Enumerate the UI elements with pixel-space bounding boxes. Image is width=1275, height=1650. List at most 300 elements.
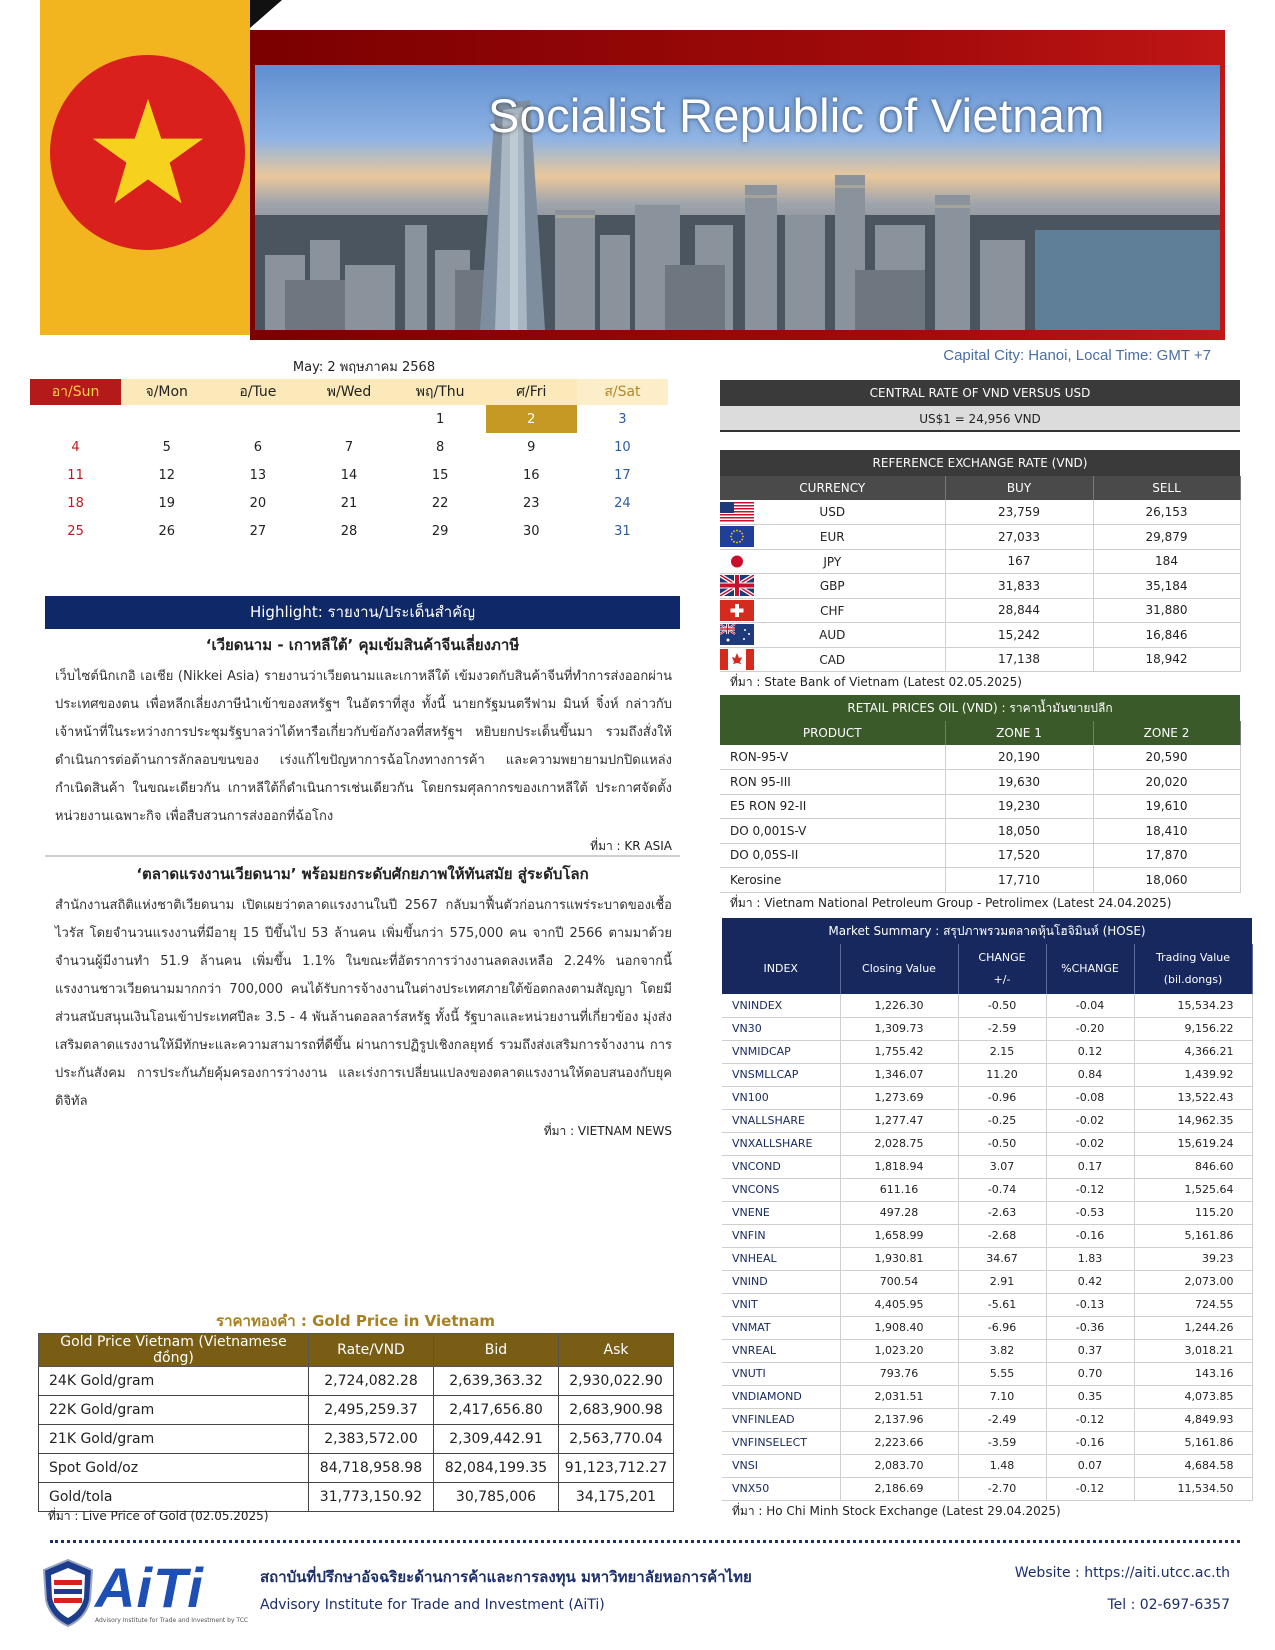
market-index-cell: VNSI xyxy=(722,1454,840,1477)
market-pct-change-cell: 0.07 xyxy=(1046,1454,1134,1477)
fx-source: ที่มา : State Bank of Vietnam (Latest 02.05.2025) xyxy=(730,675,1022,689)
market-trading-value-cell: 15,619.24 xyxy=(1134,1132,1252,1155)
market-index-cell: VNENE xyxy=(722,1201,840,1224)
market-closing-cell: 1,277.47 xyxy=(840,1109,958,1132)
oil-price-cell: 17,520 xyxy=(945,843,1093,868)
fx-box xyxy=(720,450,1240,692)
market-row xyxy=(722,1247,1252,1270)
gold-table-body xyxy=(39,1367,674,1512)
calendar-day: 22 xyxy=(431,495,449,511)
oil-product-cell: DO 0,001S-V xyxy=(720,819,945,844)
market-closing-cell: 1,309.73 xyxy=(840,1017,958,1040)
ribbon-fold xyxy=(250,0,282,28)
market-trading-value-cell: 4,684.58 xyxy=(1134,1454,1252,1477)
calendar-empty-cell xyxy=(303,405,394,433)
calendar-day: 13 xyxy=(249,467,267,483)
market-change-cell: -0.74 xyxy=(958,1178,1046,1201)
calendar-day: 18 xyxy=(67,495,84,511)
fx-row xyxy=(720,647,1240,672)
fx-row xyxy=(720,549,1240,574)
calendar-day-header-row xyxy=(30,379,668,405)
market-row xyxy=(722,1132,1252,1155)
calendar-week-row xyxy=(30,517,668,545)
market-index-cell: VNFINLEAD xyxy=(722,1408,840,1431)
market-trading-value-cell: 13,522.43 xyxy=(1134,1086,1252,1109)
market-closing-cell: 1,818.94 xyxy=(840,1155,958,1178)
website-link[interactable]: Website : https://aiti.utcc.ac.th xyxy=(1014,1565,1230,1581)
news-title: ‘เวียดนาม - เกาหลีใต้’ คุมเข้มสินค้าจีนเลี่ยงภาษี xyxy=(205,636,520,654)
market-trading-value-cell: 4,849.93 xyxy=(1134,1408,1252,1431)
calendar-day: 19 xyxy=(158,495,175,511)
logo-wordmark: AiTi xyxy=(95,1556,204,1619)
gold-value-cell: 2,383,572.00 xyxy=(309,1425,434,1454)
calendar-day: 29 xyxy=(431,523,449,539)
fx-title: REFERENCE EXCHANGE RATE (VND) xyxy=(720,450,1240,476)
market-change-cell: 7.10 xyxy=(958,1385,1046,1408)
market-trading-value-cell: 15,534.23 xyxy=(1134,994,1252,1017)
market-change-cell: 3.07 xyxy=(958,1155,1046,1178)
fx-sell-cell: 26,153 xyxy=(1093,500,1240,525)
org-name-thai: สถาบันที่ปรึกษาอัจฉริยะด้านการค้าและการลงทุน มหาวิทยาลัยหอการค้าไทย xyxy=(260,1568,752,1586)
calendar-day: 27 xyxy=(249,523,267,539)
market-pct-change-cell: -0.13 xyxy=(1046,1293,1134,1316)
telephone-number: Tel : 02-697-6357 xyxy=(1107,1597,1230,1613)
calendar-day: 14 xyxy=(340,467,358,483)
fx-buy-cell: 15,242 xyxy=(945,623,1093,648)
oil-box xyxy=(720,695,1240,913)
oil-row xyxy=(720,819,1240,844)
fx-sell-cell: 18,942 xyxy=(1093,647,1240,672)
market-pct-change-cell: 0.42 xyxy=(1046,1270,1134,1293)
gold-value-cell: 30,785,006 xyxy=(434,1483,559,1512)
day-header-mon: จ/Mon xyxy=(121,379,212,405)
fx-table-body xyxy=(720,500,1240,672)
market-pct-change-cell: 0.35 xyxy=(1046,1385,1134,1408)
fx-header-cell: SELL xyxy=(1093,476,1240,500)
market-trading-value-cell: 4,073.85 xyxy=(1134,1385,1252,1408)
fx-currency-code: EUR xyxy=(819,530,845,544)
market-trading-value-cell: 115.20 xyxy=(1134,1201,1252,1224)
org-name-english: Advisory Institute for Trade and Investment (AiTi) xyxy=(260,1597,605,1613)
market-row xyxy=(722,1270,1252,1293)
star-icon xyxy=(88,93,208,213)
market-row xyxy=(722,1293,1252,1316)
market-change-cell: -2.70 xyxy=(958,1477,1046,1500)
market-closing-cell: 2,223.66 xyxy=(840,1431,958,1454)
gold-value-cell: 2,417,656.80 xyxy=(434,1396,559,1425)
market-closing-cell: 1,908.40 xyxy=(840,1316,958,1339)
market-trading-value-cell: 2,073.00 xyxy=(1134,1270,1252,1293)
market-index-cell: VN30 xyxy=(722,1017,840,1040)
market-title: Market Summary : สรุปภาพรวมตลาดหุ้นโฮจิมินห์ (HOSE) xyxy=(722,918,1252,944)
market-trading-value-cell: 14,962.35 xyxy=(1134,1109,1252,1132)
market-change-cell: 2.91 xyxy=(958,1270,1046,1293)
calendar-empty-cell xyxy=(30,405,121,433)
calendar-grid xyxy=(30,379,668,545)
fx-buy-cell: 23,759 xyxy=(945,500,1093,525)
market-change-cell: -3.59 xyxy=(958,1431,1046,1454)
calendar-day: 7 xyxy=(344,439,354,455)
gold-value-cell: 2,683,900.98 xyxy=(559,1396,674,1425)
market-closing-cell: 497.28 xyxy=(840,1201,958,1224)
market-row xyxy=(722,1477,1252,1500)
fx-currency-code: GBP xyxy=(819,579,845,593)
market-trading-value-cell: 39.23 xyxy=(1134,1247,1252,1270)
fx-table xyxy=(720,476,1241,672)
calendar-body xyxy=(30,405,668,545)
market-table xyxy=(722,944,1253,1501)
gold-value-cell: 2,639,363.32 xyxy=(434,1367,559,1396)
fx-currency-cell xyxy=(720,647,945,672)
market-change-cell: -0.50 xyxy=(958,1132,1046,1155)
market-index-cell: VNMIDCAP xyxy=(722,1040,840,1063)
oil-price-cell: 20,590 xyxy=(1093,745,1240,770)
market-pct-change-cell: -0.02 xyxy=(1046,1109,1134,1132)
fx-header-row xyxy=(720,476,1240,500)
calendar-day: 12 xyxy=(158,467,175,483)
market-row xyxy=(722,1339,1252,1362)
news-item xyxy=(45,633,680,856)
calendar-day: 20 xyxy=(249,495,267,511)
market-closing-cell: 2,083.70 xyxy=(840,1454,958,1477)
market-closing-cell: 700.54 xyxy=(840,1270,958,1293)
market-trading-value-cell: 1,439.92 xyxy=(1134,1063,1252,1086)
calendar-day: 30 xyxy=(523,523,540,539)
market-index-cell: VNX50 xyxy=(722,1477,840,1500)
market-trading-value-cell: 724.55 xyxy=(1134,1293,1252,1316)
market-row xyxy=(722,1408,1252,1431)
fx-row xyxy=(720,500,1240,525)
news-title: ‘ตลาดแรงงานเวียดนาม’ พร้อมยกระดับศักยภาพให้ทันสมัย สู่ระดับโลก xyxy=(136,865,589,883)
market-change-cell: 5.55 xyxy=(958,1362,1046,1385)
market-pct-change-cell: -0.12 xyxy=(1046,1477,1134,1500)
market-trading-value-cell: 5,161.86 xyxy=(1134,1431,1252,1454)
market-header-row xyxy=(722,944,1252,994)
calendar-day: 15 xyxy=(431,467,449,483)
oil-source: ที่มา : Vietnam National Petroleum Group - Petrolimex (Latest 24.04.2025) xyxy=(730,895,1172,910)
market-index-cell: VNCONS xyxy=(722,1178,840,1201)
market-index-cell: VNUTI xyxy=(722,1362,840,1385)
market-index-cell: VN100 xyxy=(722,1086,840,1109)
calendar-day: 31 xyxy=(614,523,631,539)
oil-price-cell: 20,020 xyxy=(1093,770,1240,795)
central-rate-value: US$1 = 24,956 VND xyxy=(720,406,1240,432)
oil-price-cell: 17,870 xyxy=(1093,843,1240,868)
fx-row xyxy=(720,525,1240,550)
calendar-day: 26 xyxy=(158,523,175,539)
oil-row xyxy=(720,745,1240,770)
market-pct-change-cell: -0.12 xyxy=(1046,1178,1134,1201)
day-header-wed: พ/Wed xyxy=(303,379,394,405)
oil-product-cell: DO 0,05S-II xyxy=(720,843,945,868)
oil-title: RETAIL PRICES OIL (VND) : ราคาน้ำมันขายปลีก xyxy=(720,695,1240,721)
market-change-cell: -0.96 xyxy=(958,1086,1046,1109)
market-trading-value-cell: 1,525.64 xyxy=(1134,1178,1252,1201)
gold-row xyxy=(39,1396,674,1425)
market-trading-value-cell: 846.60 xyxy=(1134,1155,1252,1178)
market-change-cell: -0.25 xyxy=(958,1109,1046,1132)
oil-header-cell: PRODUCT xyxy=(720,721,945,745)
oil-price-cell: 19,630 xyxy=(945,770,1093,795)
market-pct-change-cell: 0.12 xyxy=(1046,1040,1134,1063)
calendar-day: 11 xyxy=(67,467,84,483)
central-rate-title: CENTRAL RATE OF VND VERSUS USD xyxy=(720,380,1240,406)
market-box xyxy=(722,918,1252,1521)
oil-header-cell: ZONE 1 xyxy=(945,721,1093,745)
fx-header-cell: CURRENCY xyxy=(720,476,945,500)
market-pct-change-cell: -0.16 xyxy=(1046,1431,1134,1454)
fx-header-cell: BUY xyxy=(945,476,1093,500)
market-row xyxy=(722,1201,1252,1224)
calendar-empty-cell xyxy=(212,405,303,433)
oil-product-cell: RON-95-V xyxy=(720,745,945,770)
news-body: สำนักงานสถิติแห่งชาติเวียดนาม เปิดเผยว่าตลาดแรงงานในปี 2567 กลับมาฟื้นตัวก่อนการแพร่ระบาดของเชื้อไวรัส โดยจำนวนแรงงานที่มีอายุ 15 ปีขึ้นไป 53 ล้านคน เพิ่มขึ้นกว่า 575,000 คน จากปี 2566 ตามมาด้วยจำนวนผู้มีงานทำ 51.9 ล้านคน เพิ่มขึ้น 1.1% ในขณะที่อัตราการว่างงานลดลงเหลือ 2.24% นอกจากนี้ แรงงานชาวเวียดนามมากกว่า 700,000 คนได้รับการจ้างงานในต่างประเทศภายใต้ข้อตกลงตามสัญญา โดยมีส่วนสนับสนุนเงินโอนเข้าประเทศปีละ 3.5 - 4 พันล้านดอลลาร์สหรัฐ ทั้งนี้ รัฐบาลและหน่วยงานที่เกี่ยวข้อง มุ่งส่งเสริมตลาดแรงงานให้มีทักษะและความสามารถที่ดีขึ้น ผ่านการปฏิรูปเชิงกลยุทธ์ รวมถึงส่งเสริมการจ้างงาน การประกันสังคม การประกันภัยคุ้มครองการว่างงาน และเร่งการเปลี่ยนแปลงของตลาดแรงงานให้ตอบสนองกับยุคดิจิทัล xyxy=(55,898,672,1109)
fx-sell-cell: 16,846 xyxy=(1093,623,1240,648)
market-change-cell: 1.48 xyxy=(958,1454,1046,1477)
calendar-day: 9 xyxy=(527,439,536,455)
market-pct-change-cell: 0.17 xyxy=(1046,1155,1134,1178)
header-banner xyxy=(0,0,1275,364)
market-row xyxy=(722,1224,1252,1247)
market-header-cell xyxy=(1134,944,1252,994)
day-header-fri: ศ/Fri xyxy=(486,379,577,405)
market-row xyxy=(722,1109,1252,1132)
oil-row xyxy=(720,843,1240,868)
fx-sell-cell: 31,880 xyxy=(1093,598,1240,623)
market-header-cell xyxy=(840,944,958,994)
calendar-day: 4 xyxy=(71,439,80,455)
market-pct-change-cell: -0.20 xyxy=(1046,1017,1134,1040)
oil-header-row xyxy=(720,721,1240,745)
gold-header-cell: Bid xyxy=(434,1334,559,1367)
fx-sell-cell: 35,184 xyxy=(1093,574,1240,599)
market-pct-change-cell: 0.37 xyxy=(1046,1339,1134,1362)
calendar-week-row xyxy=(30,405,668,433)
market-index-cell: VNHEAL xyxy=(722,1247,840,1270)
fx-currency-cell xyxy=(720,623,945,648)
gold-label-cell: Gold/tola xyxy=(39,1483,309,1512)
calendar-day: 24 xyxy=(614,495,631,511)
market-index-cell: VNSMLLCAP xyxy=(722,1063,840,1086)
market-index-cell: VNINDEX xyxy=(722,994,840,1017)
gold-label-cell: 24K Gold/gram xyxy=(39,1367,309,1396)
market-closing-cell: 2,031.51 xyxy=(840,1385,958,1408)
oil-header-cell: ZONE 2 xyxy=(1093,721,1240,745)
day-header-sat: ส/Sat xyxy=(577,379,668,405)
market-change-cell: -0.50 xyxy=(958,994,1046,1017)
fx-row xyxy=(720,623,1240,648)
oil-row xyxy=(720,770,1240,795)
market-change-cell: -2.59 xyxy=(958,1017,1046,1040)
calendar-day: 25 xyxy=(67,523,84,539)
fx-row xyxy=(720,574,1240,599)
fx-currency-code: USD xyxy=(819,505,846,519)
market-header-line: INDEX xyxy=(763,962,798,975)
gold-row xyxy=(39,1454,674,1483)
market-closing-cell: 1,273.69 xyxy=(840,1086,958,1109)
market-header-line: CHANGE xyxy=(978,951,1026,964)
market-header-cell xyxy=(722,944,840,994)
fx-currency-cell xyxy=(720,549,945,574)
market-closing-cell: 1,930.81 xyxy=(840,1247,958,1270)
market-change-cell: 3.82 xyxy=(958,1339,1046,1362)
vietnam-flag-icon xyxy=(50,55,245,250)
calendar-day: 5 xyxy=(162,439,171,455)
market-row xyxy=(722,1316,1252,1339)
market-change-cell: -2.63 xyxy=(958,1201,1046,1224)
gold-value-cell: 2,309,442.91 xyxy=(434,1425,559,1454)
fx-row xyxy=(720,598,1240,623)
market-header-cell xyxy=(1046,944,1134,994)
gold-header-cell: Rate/VND xyxy=(309,1334,434,1367)
market-closing-cell: 1,226.30 xyxy=(840,994,958,1017)
oil-price-cell: 18,060 xyxy=(1093,868,1240,893)
day-header-sun: อา/Sun xyxy=(30,379,121,405)
market-closing-cell: 611.16 xyxy=(840,1178,958,1201)
oil-table-body xyxy=(720,745,1240,892)
market-row xyxy=(722,994,1252,1017)
gold-label-cell: 21K Gold/gram xyxy=(39,1425,309,1454)
market-change-cell: -2.68 xyxy=(958,1224,1046,1247)
fx-buy-cell: 31,833 xyxy=(945,574,1093,599)
fx-currency-code: CHF xyxy=(820,603,845,618)
market-pct-change-cell: 1.83 xyxy=(1046,1247,1134,1270)
market-trading-value-cell: 3,018.21 xyxy=(1134,1339,1252,1362)
calendar-day: 10 xyxy=(614,439,631,455)
market-change-cell: 34.67 xyxy=(958,1247,1046,1270)
market-change-cell: -2.49 xyxy=(958,1408,1046,1431)
market-closing-cell: 1,755.42 xyxy=(840,1040,958,1063)
market-row xyxy=(722,1431,1252,1454)
calendar-day: 17 xyxy=(614,467,631,483)
market-trading-value-cell: 9,156.22 xyxy=(1134,1017,1252,1040)
market-table-body xyxy=(722,994,1252,1500)
oil-price-cell: 18,050 xyxy=(945,819,1093,844)
market-index-cell: VNFIN xyxy=(722,1224,840,1247)
calendar-day: 8 xyxy=(435,439,445,455)
market-trading-value-cell: 4,366.21 xyxy=(1134,1040,1252,1063)
market-header-line: Closing Value xyxy=(862,962,936,975)
fx-buy-cell: 17,138 xyxy=(945,647,1093,672)
gold-header-row xyxy=(39,1334,674,1367)
fx-sell-cell: 29,879 xyxy=(1093,525,1240,550)
market-pct-change-cell: -0.53 xyxy=(1046,1201,1134,1224)
market-change-cell: 11.20 xyxy=(958,1063,1046,1086)
calendar-day: 1 xyxy=(435,411,445,427)
oil-product-cell: E5 RON 92-II xyxy=(720,794,945,819)
fx-currency-cell xyxy=(720,598,945,623)
day-header-thu: พฤ/Thu xyxy=(395,379,486,405)
market-pct-change-cell: -0.12 xyxy=(1046,1408,1134,1431)
gold-value-cell: 34,175,201 xyxy=(559,1483,674,1512)
fx-buy-cell: 167 xyxy=(945,549,1093,574)
market-header-line: %CHANGE xyxy=(1061,962,1119,975)
oil-price-cell: 18,410 xyxy=(1093,819,1240,844)
oil-price-cell: 19,230 xyxy=(945,794,1093,819)
page-title: Socialist Republic of Vietnam xyxy=(488,89,1105,142)
news-divider xyxy=(45,855,680,857)
oil-price-cell: 20,190 xyxy=(945,745,1093,770)
market-index-cell: VNCOND xyxy=(722,1155,840,1178)
calendar-week-row xyxy=(30,433,668,461)
market-row xyxy=(722,1040,1252,1063)
market-row xyxy=(722,1155,1252,1178)
market-row xyxy=(722,1385,1252,1408)
oil-price-cell: 17,710 xyxy=(945,868,1093,893)
footer-divider xyxy=(50,1540,1240,1543)
market-row xyxy=(722,1063,1252,1086)
gold-source: ที่มา : Live Price of Gold (02.05.2025) xyxy=(48,1509,269,1523)
fx-currency-cell xyxy=(720,500,945,525)
news-source: ที่มา : KR ASIA xyxy=(590,839,672,853)
market-index-cell: VNIT xyxy=(722,1293,840,1316)
market-header-line: +/- xyxy=(993,973,1011,986)
gold-label-cell: 22K Gold/gram xyxy=(39,1396,309,1425)
market-change-cell: -6.96 xyxy=(958,1316,1046,1339)
oil-product-cell: Kerosine xyxy=(720,868,945,893)
market-trading-value-cell: 143.16 xyxy=(1134,1362,1252,1385)
highlight-bar: Highlight: รายงาน/ประเด็นสำคัญ xyxy=(45,596,680,629)
market-trading-value-cell: 1,244.26 xyxy=(1134,1316,1252,1339)
market-row xyxy=(722,1086,1252,1109)
fx-currency-cell xyxy=(720,574,945,599)
calendar-day: 21 xyxy=(340,495,358,511)
market-row xyxy=(722,1178,1252,1201)
fx-currency-code: JPY xyxy=(823,554,842,569)
fx-currency-code: CAD xyxy=(819,652,846,667)
news-item xyxy=(45,862,680,1141)
calendar-day: 3 xyxy=(618,411,627,427)
gold-value-cell: 2,495,259.37 xyxy=(309,1396,434,1425)
market-closing-cell: 2,028.75 xyxy=(840,1132,958,1155)
market-pct-change-cell: -0.02 xyxy=(1046,1132,1134,1155)
day-header-tue: อ/Tue xyxy=(212,379,303,405)
market-pct-change-cell: -0.08 xyxy=(1046,1086,1134,1109)
market-header-line: Trading Value xyxy=(1155,951,1231,964)
gold-value-cell: 91,123,712.27 xyxy=(559,1454,674,1483)
gold-header-cell: Ask xyxy=(559,1334,674,1367)
capital-info: Capital City: Hanoi, Local Time: GMT +7 xyxy=(943,347,1211,364)
oil-table xyxy=(720,721,1241,893)
market-closing-cell: 1,658.99 xyxy=(840,1224,958,1247)
gold-row xyxy=(39,1367,674,1396)
oil-price-cell: 19,610 xyxy=(1093,794,1240,819)
gold-value-cell: 31,773,150.92 xyxy=(309,1483,434,1512)
central-rate-box xyxy=(720,380,1240,432)
fx-sell-cell: 184 xyxy=(1093,549,1240,574)
market-pct-change-cell: 0.70 xyxy=(1046,1362,1134,1385)
calendar-day: 23 xyxy=(523,495,540,511)
fx-currency-code: AUD xyxy=(819,628,846,642)
market-index-cell: VNREAL xyxy=(722,1339,840,1362)
calendar-day: 28 xyxy=(340,523,358,539)
market-closing-cell: 1,023.20 xyxy=(840,1339,958,1362)
market-pct-change-cell: -0.36 xyxy=(1046,1316,1134,1339)
calendar-day: 2 xyxy=(486,405,577,433)
market-index-cell: VNMAT xyxy=(722,1316,840,1339)
gold-row xyxy=(39,1425,674,1454)
gold-value-cell: 2,930,022.90 xyxy=(559,1367,674,1396)
gold-label-cell: Spot Gold/oz xyxy=(39,1454,309,1483)
gold-header-cell: Gold Price Vietnam (Vietnamese đồng) xyxy=(39,1334,309,1367)
calendar-day: 6 xyxy=(253,439,262,455)
news-body: เว็บไซต์นิกเกอิ เอเชีย (Nikkei Asia) รายงานว่าเวียดนามและเกาหลีใต้ เข้มงวดกับสินค้าจีนที่ทำการส่งออกผ่านประเทศของตน เพื่อหลีกเลี่ยงภาษีนำเข้าของสหรัฐฯ ในอัตราที่สูง ทั้งนี้ นายกรัฐมนตรีฟาม มินห์ จิ๋งห์ กล่าวกับเจ้าหน้าที่ในระหว่างการประชุมรัฐบาลว่าได้หารือเกี่ยวกับข้อกังวลที่สหรัฐฯ หยิบยกประเด็นขึ้นมา รวมถึงสั่งให้ดำเนินการต่อต้านการลักลอบขนของ เร่งแก้ไขปัญหาการฉ้อโกงทางการค้า และความพยายามปกปิดแหล่งกำเนิดสินค้า ในขณะเดียวกัน เกาหลีใต้ก็ดำเนินการเช่นเดียวกัน โดยกรมศุลกากรของเกาหลีใต้ ประกาศจัดตั้งหน่วยงานเฉพาะกิจ เพื่อสืบสวนการส่งออกที่ฉ้อโกง xyxy=(55,669,672,824)
market-closing-cell: 2,186.69 xyxy=(840,1477,958,1500)
oil-row xyxy=(720,794,1240,819)
gold-value-cell: 82,084,199.35 xyxy=(434,1454,559,1483)
market-index-cell: VNFINSELECT xyxy=(722,1431,840,1454)
calendar-month-label: May: 2 พฤษภาคม 2568 xyxy=(292,360,436,375)
